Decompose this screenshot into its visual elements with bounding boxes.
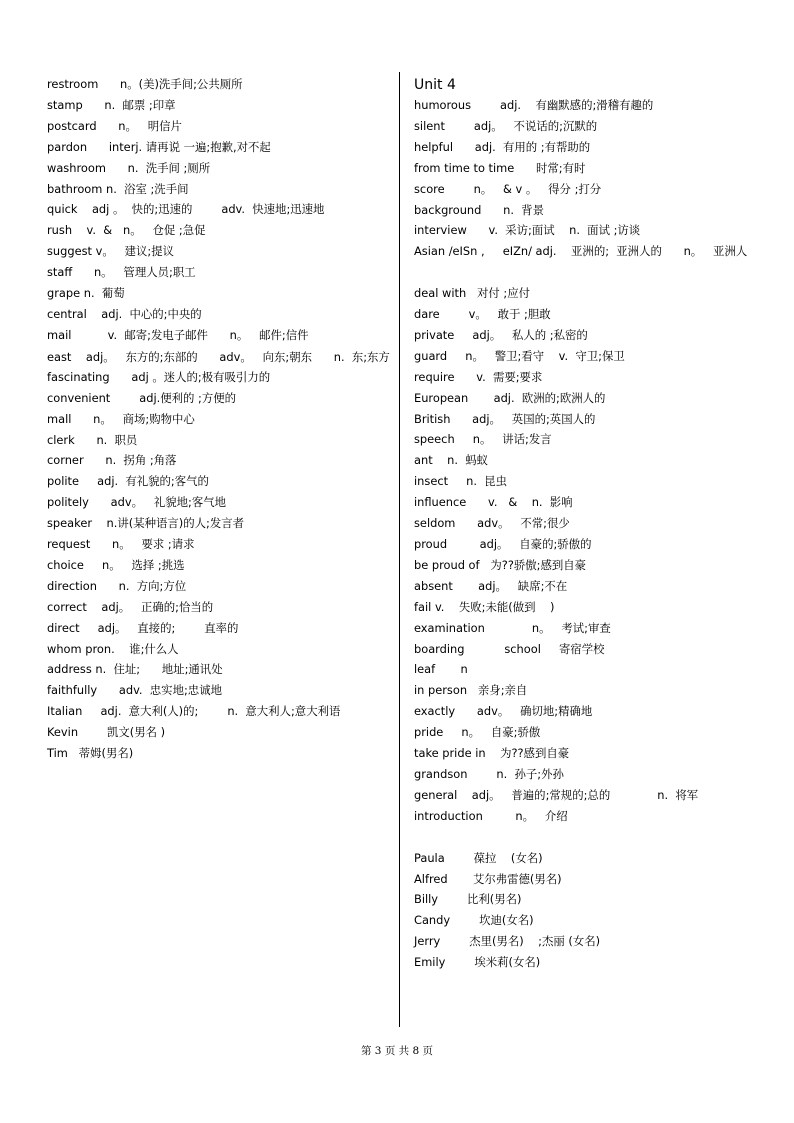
vocab-entry: stamp n. 邮票 ;印章 [47, 97, 176, 112]
vocab-entry: silent adj。 不说话的;沉默的 [414, 118, 598, 133]
vocab-entry: introduction n。 介绍 [414, 808, 568, 823]
vocab-entry: choice n。 选择 ;挑选 [47, 557, 185, 572]
vocab-entry: polite adj. 有礼貌的;客气的 [47, 474, 209, 489]
vocab-entry: Jerry 杰里(男名) ;杰丽 (女名) [414, 934, 601, 949]
vocab-entry: pardon interj. 请再说 一遍;抱歉,对不起 [47, 139, 271, 154]
vocab-entry: absent adj。 缺席;不在 [414, 578, 568, 593]
vocab-entry: general adj。 普遍的;常规的;总的 n. 将军 [414, 787, 699, 802]
vocab-entry: pride n。 自豪;骄傲 [414, 725, 541, 740]
vocab-entry: central adj. 中心的;中央的 [47, 306, 202, 321]
vocab-entry: Tim 蒂姆(男名) [47, 746, 134, 761]
vocab-entry: fail v. 失败;未能(做到 ) [414, 599, 555, 614]
vocab-entry: whom pron. 谁;什么人 [47, 641, 179, 656]
vocab-entry: east adj。 东方的;东部的 adv。 向东;朝东 n. 东;东方 [47, 349, 390, 364]
vocab-entry: Italian adj. 意大利(人)的; n. 意大利人;意大利语 [47, 704, 341, 719]
vocab-entry: mail v. 邮寄;发电子邮件 n。 邮件;信件 [47, 327, 309, 342]
vocab-entry: seldom adv。 不常;很少 [414, 516, 570, 531]
vocab-entry: address n. 住址; 地址;通讯处 [47, 662, 223, 677]
vocab-entry: dare v。 敢于 ;胆敢 [414, 307, 551, 322]
vocab-entry: be proud of 为??骄傲;感到自豪 [414, 557, 587, 572]
column-divider [399, 72, 400, 1027]
vocab-entry: grandson n. 孙子;外孙 [414, 766, 564, 781]
vocab-entry: from time to time 时常;有时 [414, 160, 586, 175]
vocab-entry: Paula 葆拉 (女名) [414, 850, 543, 865]
vocab-entry: convenient adj.便利的 ;方便的 [47, 390, 237, 405]
vocab-entry: helpful adj. 有用的 ;有帮助的 [414, 139, 591, 154]
vocab-entry: score n。 & v 。 得分 ;打分 [414, 181, 602, 196]
page-footer: 第 3 页 共 8 页 [360, 1045, 434, 1057]
vocab-entry: influence v. & n. 影响 [414, 495, 573, 510]
vocab-entry: corner n. 拐角 ;角落 [47, 453, 177, 468]
vocab-entry: clerk n. 职员 [47, 432, 138, 447]
vocab-entry: Alfred 艾尔弗雷德(男名) [414, 871, 562, 886]
blank-line [414, 262, 759, 283]
vocab-entry: correct adj。 正确的;恰当的 [47, 599, 214, 614]
blank-line [414, 827, 759, 848]
vocab-entry: washroom n. 洗手间 ;厕所 [47, 160, 211, 175]
vocab-entry: direct adj。 直接的; 直率的 [47, 620, 239, 635]
vocab-entry: restroom n。(美)洗手间;公共厕所 [47, 77, 243, 91]
vocab-entry: in person 亲身;亲自 [414, 683, 528, 698]
vocab-entry: exactly adv。 确切地;精确地 [414, 704, 593, 719]
vocab-entry: European adj. 欧洲的;欧洲人的 [414, 390, 606, 405]
vocab-entry: rush v. & n。 仓促 ;急促 [47, 223, 206, 238]
vocab-entry: interview v. 采访;面试 n. 面试 ;访谈 [414, 223, 641, 238]
vocab-entry: staff n。 管理人员;职工 [47, 265, 196, 280]
vocab-entry: require v. 需要;要求 [414, 369, 543, 384]
vocab-entry: speaker n.讲(某种语言)的人;发言者 [47, 516, 244, 531]
vocab-entry: speech n。 讲话;发言 [414, 432, 552, 447]
vocab-entry: proud adj。 自豪的;骄傲的 [414, 537, 592, 552]
right-vocab-column [414, 74, 759, 973]
vocab-entry: humorous adj. 有幽默感的;滑稽有趣的 [414, 98, 654, 112]
vocab-entry: Billy 比利(男名) [414, 892, 522, 907]
vocab-entry: mall n。 商场;购物中心 [47, 411, 195, 426]
vocab-entry: leaf n [414, 662, 468, 677]
vocab-entry: insect n. 昆虫 [414, 474, 508, 489]
vocab-entry: postcard n。 明信片 [47, 118, 182, 133]
vocab-entry: Candy 坎迪(女名) [414, 913, 534, 928]
vocab-entry: Kevin 凯文(男名 ) [47, 725, 166, 740]
vocab-entry: take pride in 为??感到自豪 [414, 746, 570, 761]
vocab-entry: private adj。 私人的 ;私密的 [414, 327, 588, 342]
vocab-entry: direction n. 方向;方位 [47, 578, 187, 593]
vocab-entry: suggest v。 建议;提议 [47, 244, 175, 259]
vocab-entry: grape n. 葡萄 [47, 286, 125, 301]
vocab-entry: faithfully adv. 忠实地;忠诚地 [47, 683, 222, 698]
vocab-entry: ant n. 蚂蚁 [414, 453, 489, 468]
vocab-entry: background n. 背景 [414, 202, 544, 217]
vocab-entry: British adj。 英国的;英国人的 [414, 411, 596, 426]
vocab-entry: fascinating adj 。迷人的;极有吸引力的 [47, 369, 271, 384]
unit-title: Unit 4 [414, 77, 456, 93]
vocab-entry: Asian /eISn , eIZn/ adj. 亚洲的; 亚洲人的 n。 亚洲人 [414, 244, 748, 259]
left-vocab-column [47, 74, 392, 764]
vocab-entry: request n。 要求 ;请求 [47, 537, 195, 552]
vocab-entry: examination n。 考试;审查 [414, 620, 611, 635]
vocab-entry: politely adv。 礼貌地;客气地 [47, 495, 227, 510]
vocab-entry: boarding school 寄宿学校 [414, 641, 605, 656]
vocab-entry: guard n。 警卫;看守 v. 守卫;保卫 [414, 348, 625, 363]
vocab-entry: deal with 对付 ;应付 [414, 286, 531, 301]
vocab-entry: bathroom n. 浴室 ;洗手间 [47, 181, 189, 196]
vocab-entry: quick adj 。 快的;迅速的 adv. 快速地;迅速地 [47, 202, 325, 217]
vocab-entry: Emily 埃米莉(女名) [414, 955, 541, 970]
